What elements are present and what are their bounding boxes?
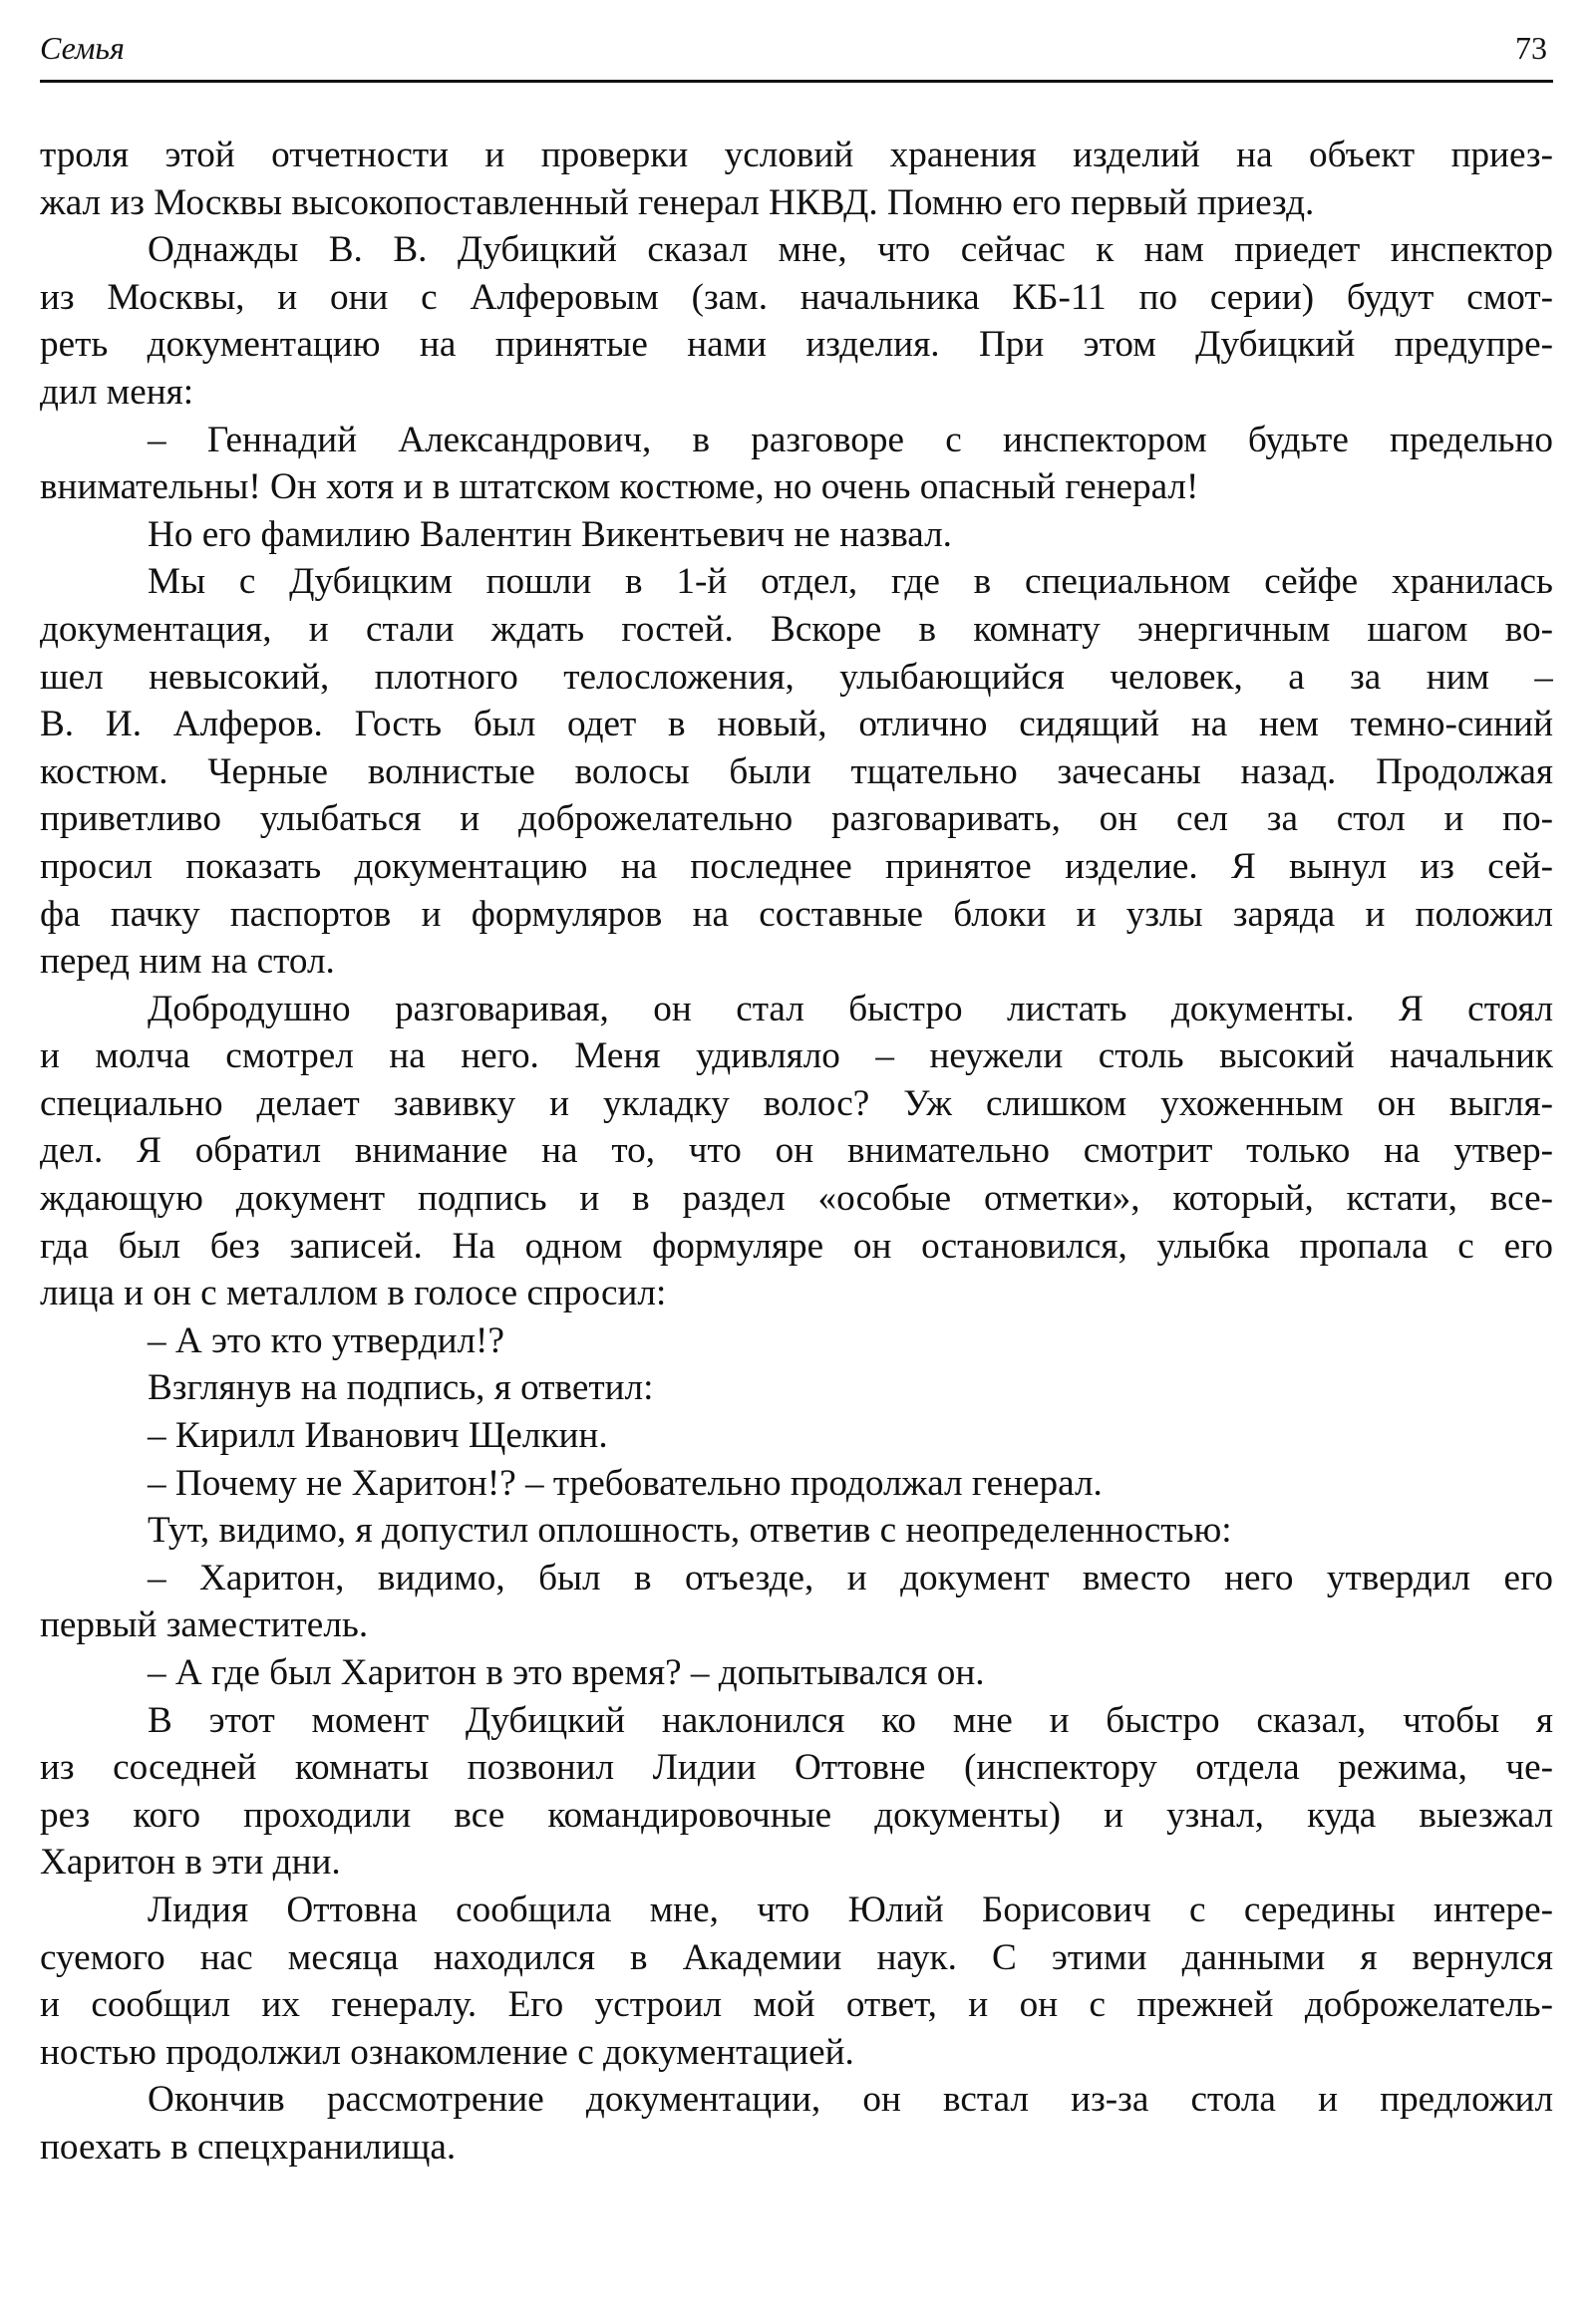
text-line: дел. Я обратил внимание на то, что он внимательно смотрит только на утвер- bbox=[40, 1130, 1553, 1172]
page-header bbox=[40, 26, 1553, 76]
text-line: – А это кто утвердил!? bbox=[148, 1319, 504, 1361]
text-line: троля этой отчетности и проверки условий хранения изделий на объект приез- bbox=[40, 135, 1553, 175]
text-line: Харитон в эти дни. bbox=[40, 1842, 341, 1884]
text-line: В. И. Алферов. Гость был одет в новый, отлично сидящий на нем темно-синий bbox=[40, 704, 1553, 745]
text-line: поехать в спецхранилища. bbox=[40, 2126, 457, 2168]
text-line: первый заместитель. bbox=[40, 1604, 369, 1646]
text-line: – Почему не Харитон!? – требовательно продолжал генерал. bbox=[148, 1462, 1103, 1504]
text-line: – Геннадий Александрович, в разговоре с инспектором будьте предельно bbox=[148, 419, 1553, 460]
running-title: Семья bbox=[40, 30, 125, 66]
text-line: гда был без записей. На одном формуляре он остановился, улыбка пропала с его bbox=[40, 1225, 1553, 1267]
text-line: реть документацию на принятые нами изделия. При этом Дубицкий предупре- bbox=[40, 324, 1553, 366]
text-line: лица и он с металлом в голосе спросил: bbox=[40, 1273, 667, 1314]
text-line: Окончив рассмотрение документации, он встал из-за стола и предложил bbox=[148, 2079, 1553, 2121]
text-line: из Москвы, и они с Алферовым (зам. начальника КБ-11 по серии) будут смот- bbox=[40, 276, 1553, 318]
text-line: перед ним на стол. bbox=[40, 941, 335, 983]
text-line: Добродушно разговаривая, он стал быстро листать документы. Я стоял bbox=[148, 988, 1553, 1029]
text-line: жал из Москвы высокопоставленный генерал НКВД. Помню его первый приезд. bbox=[40, 181, 1315, 223]
header-rule bbox=[40, 80, 1553, 83]
text-line: шел невысокий, плотного телосложения, улыбающийся человек, а за ним – bbox=[40, 656, 1553, 698]
text-line: и молча смотрел на него. Меня удивляло – неужели столь высокий начальник bbox=[40, 1035, 1553, 1077]
text-line: ностью продолжил ознакомление с документацией. bbox=[40, 2031, 854, 2073]
body-text bbox=[40, 132, 1553, 2172]
text-line: ждающую документ подпись и в раздел «особые отметки», который, кстати, все- bbox=[40, 1178, 1553, 1220]
text-line: Однажды В. В. Дубицкий сказал мне, что сейчас к нам приедет инспектор bbox=[148, 229, 1553, 271]
text-line: приветливо улыбаться и доброжелательно разговаривать, он сел за стол и по- bbox=[40, 798, 1553, 840]
text-line: специально делает завивку и укладку волос? Уж слишком ухоженным он выгля- bbox=[40, 1082, 1553, 1124]
text-line: – Харитон, видимо, был в отъезде, и документ вместо него утвердил его bbox=[148, 1557, 1553, 1598]
text-line: Взглянув на подпись, я ответил: bbox=[148, 1367, 654, 1409]
text-line: внимательны! Он хотя и в штатском костюме, но очень опасный генерал! bbox=[40, 466, 1199, 508]
text-line: – А где был Харитон в это время? – допытывался он. bbox=[148, 1652, 985, 1693]
text-line: Но его фамилию Валентин Викентьевич не назвал. bbox=[148, 513, 952, 555]
text-line: Лидия Оттовна сообщила мне, что Юлий Борисович с середины интере- bbox=[148, 1888, 1553, 1930]
text-line: В этот момент Дубицкий наклонился ко мне и быстро сказал, чтобы я bbox=[148, 1699, 1553, 1741]
text-line: – Кирилл Иванович Щелкин. bbox=[148, 1415, 608, 1457]
text-line: Мы с Дубицким пошли в 1-й отдел, где в специальном сейфе хранилась bbox=[148, 561, 1553, 603]
text-line: просил показать документацию на последнее принятое изделие. Я вынул из сей- bbox=[40, 845, 1553, 887]
text-line: рез кого проходили все командировочные документы) и узнал, куда выезжал bbox=[40, 1794, 1553, 1836]
text-line: Тут, видимо, я допустил оплошность, ответив с неопределенностью: bbox=[148, 1510, 1232, 1552]
text-line: дил меня: bbox=[40, 371, 194, 413]
text-line: и сообщил их генералу. Его устроил мой ответ, и он с прежней доброжелатель- bbox=[40, 1984, 1553, 2026]
text-line: фа пачку паспортов и формуляров на составные блоки и узлы заряда и положил bbox=[40, 893, 1553, 935]
page-number: 73 bbox=[1515, 30, 1547, 66]
text-line: суемого нас месяца находился в Академии наук. С этими данными я вернулся bbox=[40, 1936, 1553, 1978]
text-line: документация, и стали ждать гостей. Вскоре в комнату энергичным шагом во- bbox=[40, 608, 1553, 650]
text-line: костюм. Черные волнистые волосы были тщательно зачесаны назад. Продолжая bbox=[40, 750, 1553, 792]
text-line: из соседней комнаты позвонил Лидии Оттовне (инспектору отдела режима, че- bbox=[40, 1747, 1553, 1789]
